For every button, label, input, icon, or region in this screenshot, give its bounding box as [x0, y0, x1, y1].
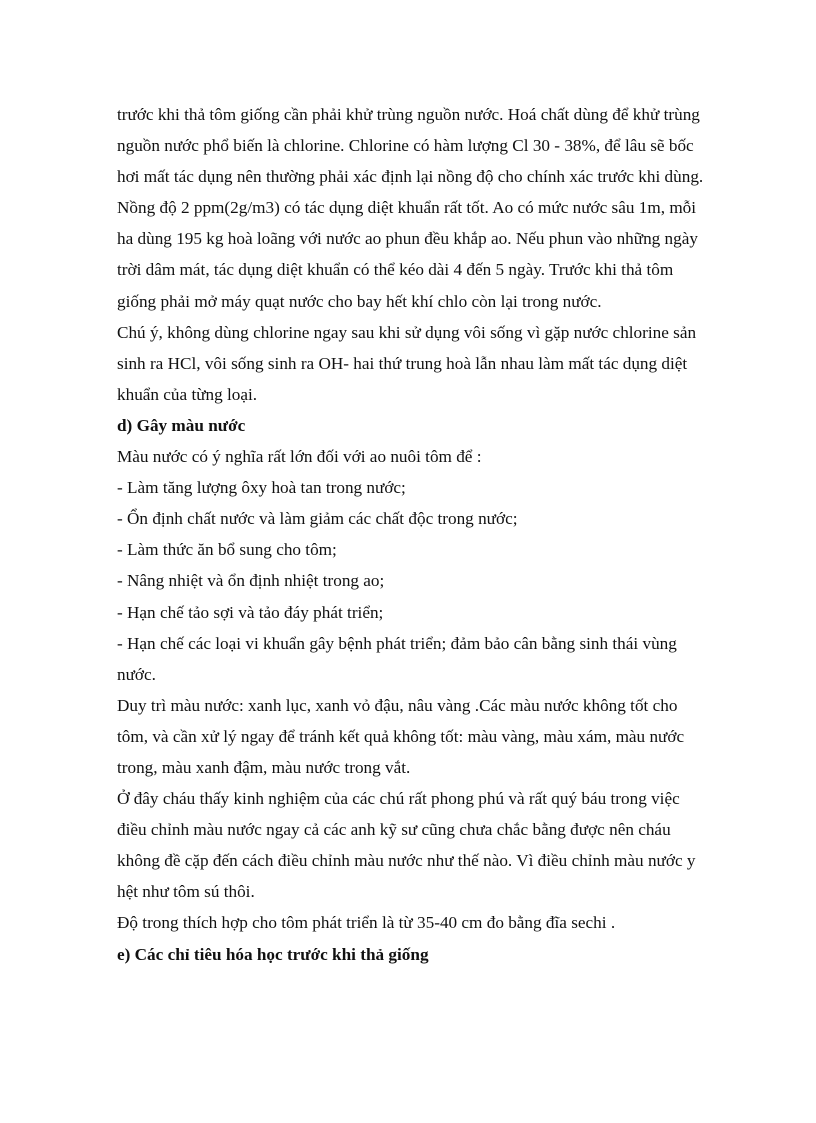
bullet-item: - Làm tăng lượng ôxy hoà tan trong nước; — [117, 478, 406, 498]
paragraph-chlorine-intro: trước khi thả tôm giống cần phải khử trùng nguồn nước. Hoá chất dùng để khử trùng nguồn nước phổ biến là chlorine. Chlorine có hàm lượng Cl 30 - 38%, để lâu sẽ bốc hơi mất tác dụng nên thường phải xác định lại nồng độ cho chính xác trước khi dùng. — [117, 105, 704, 187]
paragraph-chlorine-dosage: Nồng độ 2 ppm(2g/m3) có tác dụng diệt khuẩn rất tốt. Ao có mức nước sâu 1m, mỗi ha dùng 195 kg hoà loãng với nước ao phun đều khắp ao. Nếu phun vào những ngày trời dâm mát, tác dụng diệt khuẩn có thể kéo dài 4 đến 5 ngày. Trước khi thả tôm giống phải mở máy quạt nước cho bay hết khí chlo còn lại trong nước. — [117, 198, 698, 311]
paragraph-color-maintenance: Duy trì màu nước: xanh lục, xanh vỏ đậu, nâu vàng .Các màu nước không tốt cho tôm, và cần xử lý ngay để tránh kết quả không tốt: màu vàng, màu xám, màu nước trong, màu xanh đậm, màu nước trong vắt. — [117, 695, 685, 777]
bullet-item: - Hạn chế tảo sợi và tảo đáy phát triển; — [117, 602, 384, 622]
bullet-item: - Làm thức ăn bổ sung cho tôm; — [117, 540, 337, 560]
bullet-item: - Nâng nhiệt và ổn định nhiệt trong ao; — [117, 571, 385, 591]
paragraph-experience: Ở đây cháu thấy kinh nghiệm của các chú rất phong phú và rất quý báu trong việc điều chỉnh màu nước ngay cả các anh kỹ sư cũng chưa chắc bằng được nên cháu không đề cặp đến cách điều chỉnh màu nước như thế nào. Vì điều chỉnh màu nước y hệt như tôm sú thôi. — [117, 789, 696, 902]
paragraph-chlorine-warning: Chú ý, không dùng chlorine ngay sau khi sử dụng vôi sống vì gặp nước chlorine sản sinh ra HCl, vôi sống sinh ra OH- hai thứ trung hoà lẫn nhau làm mất tác dụng diệt khuẩn của từng loại. — [117, 322, 697, 404]
bullet-item: - Ổn định chất nước và làm giảm các chất độc trong nước; — [117, 509, 518, 529]
paragraph-transparency: Độ trong thích hợp cho tôm phát triển là từ 35-40 cm đo bằng đĩa sechi . — [117, 913, 616, 933]
heading-chemical-criteria: e) Các chỉ tiêu hóa học trước khi thả giống — [117, 944, 429, 964]
document-page — [117, 99, 707, 970]
heading-water-color: d) Gây màu nước — [117, 415, 246, 435]
bullet-item: - Hạn chế các loại vi khuẩn gây bệnh phát triển; đảm bảo cân bằng sinh thái vùng nước. — [117, 633, 677, 684]
paragraph-water-color-intro: Màu nước có ý nghĩa rất lớn đối với ao nuôi tôm để : — [117, 447, 482, 467]
